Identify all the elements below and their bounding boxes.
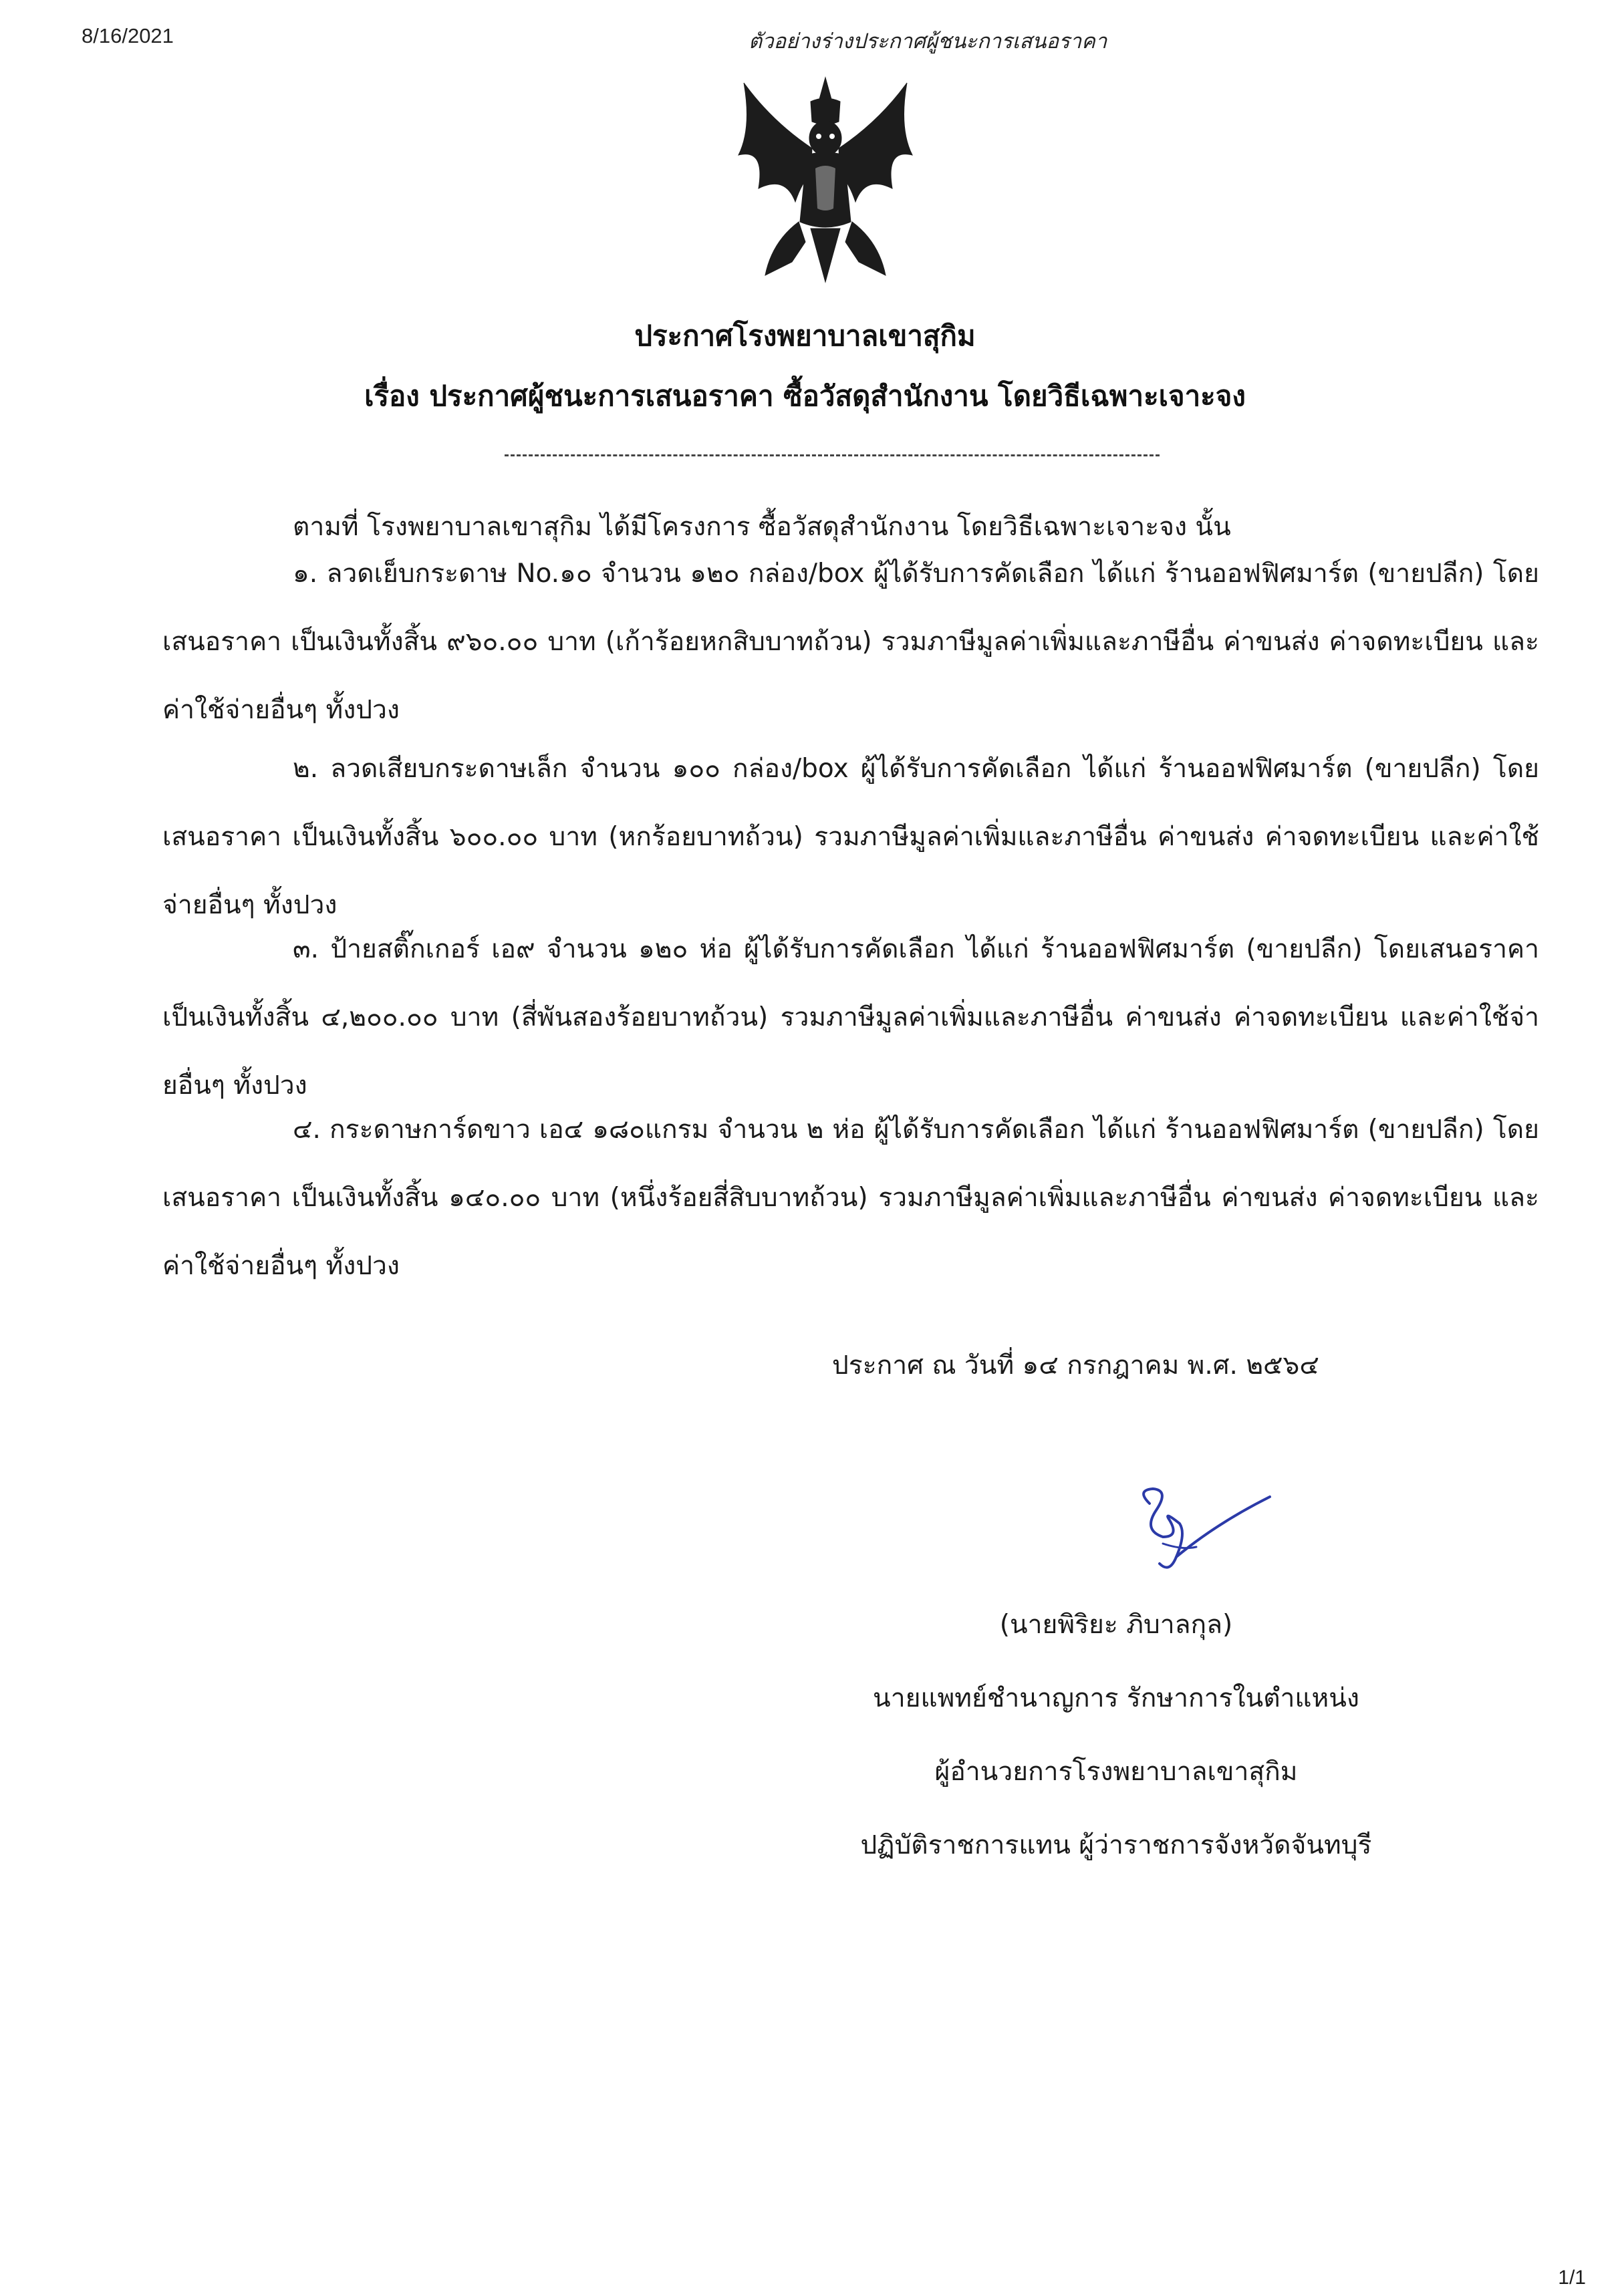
item-paragraph-4: ๔. กระดาษการ์ดขาว เอ๔ ๑๘๐แกรม จำนวน ๒ ห่อ ผู้ได้รับการคัดเลือก ได้แก่ ร้านออฟฟิศมาร์ต (ขายปลีก) โดยเสนอราคา เป็นเงินทั้งสิ้น ๑๔๐.๐๐ บาท (หนึ่งร้อยสี่สิบบาทถ้วน) รวมภาษีมูลค่าเพิ่มและภาษีอื่น ค่าขนส่ง ค่าจดทะเบียน และค่าใช้จ่ายอื่นๆ ทั้งปวง bbox=[162, 1115, 1539, 1281]
announcement-date: ประกาศ ณ วันที่ ๑๔ กรกฎาคม พ.ศ. ๒๕๖๔ bbox=[832, 1350, 1319, 1381]
print-document-title: ตัวอย่างร่างประกาศผู้ชนะการเสนอราคา bbox=[749, 29, 1107, 53]
signatory-position-1: นายแพทย์ชำนาญการ รักษาการในตำแหน่ง bbox=[873, 1683, 1359, 1713]
garuda-emblem-icon bbox=[732, 75, 919, 289]
item-paragraph-1: ๑. ลวดเย็บกระดาษ No.๑๐ จำนวน ๑๒๐ กล่อง/box ผู้ได้รับการคัดเลือก ได้แก่ ร้านออฟฟิศมาร์ต (ขายปลีก) โดยเสนอราคา เป็นเงินทั้งสิ้น ๙๖๐.๐๐ บาท (เก้าร้อยหกสิบบาทถ้วน) รวมภาษีมูลค่าเพิ่มและภาษีอื่น ค่าขนส่ง ค่าจดทะเบียน และค่าใช้จ่ายอื่นๆ ทั้งปวง bbox=[162, 559, 1539, 725]
signatory-position-2: ผู้อำนวยการโรงพยาบาลเขาสุกิม bbox=[934, 1757, 1298, 1787]
item-paragraph-2: ๒. ลวดเสียบกระดาษเล็ก จำนวน ๑๐๐ กล่อง/box ผู้ได้รับการคัดเลือก ได้แก่ ร้านออฟฟิศมาร์ต (ขายปลีก) โดยเสนอราคา เป็นเงินทั้งสิ้น ๖๐๐.๐๐ บาท (หกร้อยบาทถ้วน) รวมภาษีมูลค่าเพิ่มและภาษีอื่น ค่าขนส่ง ค่าจดทะเบียน และค่าใช้จ่ายอื่นๆ ทั้งปวง bbox=[162, 754, 1539, 920]
item-paragraph-3: ๓. ป้ายสติ๊กเกอร์ เอ๙ จำนวน ๑๒๐ ห่อ ผู้ได้รับการคัดเลือก ได้แก่ ร้านออฟฟิศมาร์ต (ขายปลีก) โดยเสนอราคา เป็นเงินทั้งสิ้น ๔,๒๐๐.๐๐ บาท (สี่พันสองร้อยบาทถ้วน) รวมภาษีมูลค่าเพิ่มและภาษีอื่น ค่าขนส่ง ค่าจดทะเบียน และค่าใช้จ่ายอื่นๆ ทั้งปวง bbox=[162, 934, 1539, 1101]
signatory-name: (นายพิริยะ ภิบาลกุล) bbox=[999, 1610, 1233, 1640]
announcement-subject: เรื่อง ประกาศผู้ชนะการเสนอราคา ซื้อวัสดุสำนักงาน โดยวิธีเฉพาะเจาะจง bbox=[364, 380, 1246, 412]
page-number: 1/1 bbox=[1558, 2267, 1586, 2289]
handwritten-signature-icon bbox=[1123, 1483, 1277, 1584]
title-divider bbox=[505, 454, 1160, 456]
intro-paragraph: ตามที่ โรงพยาบาลเขาสุกิม ได้มีโครงการ ซื้อวัสดุสำนักงาน โดยวิธีเฉพาะเจาะจง นั้น bbox=[293, 512, 1231, 542]
signatory-position-3: ปฏิบัติราชการแทน ผู้ว่าราชการจังหวัดจันทบุรี bbox=[860, 1830, 1372, 1860]
print-date: 8/16/2021 bbox=[82, 24, 174, 47]
announcement-organization: ประกาศโรงพยาบาลเขาสุกิม bbox=[634, 319, 976, 352]
